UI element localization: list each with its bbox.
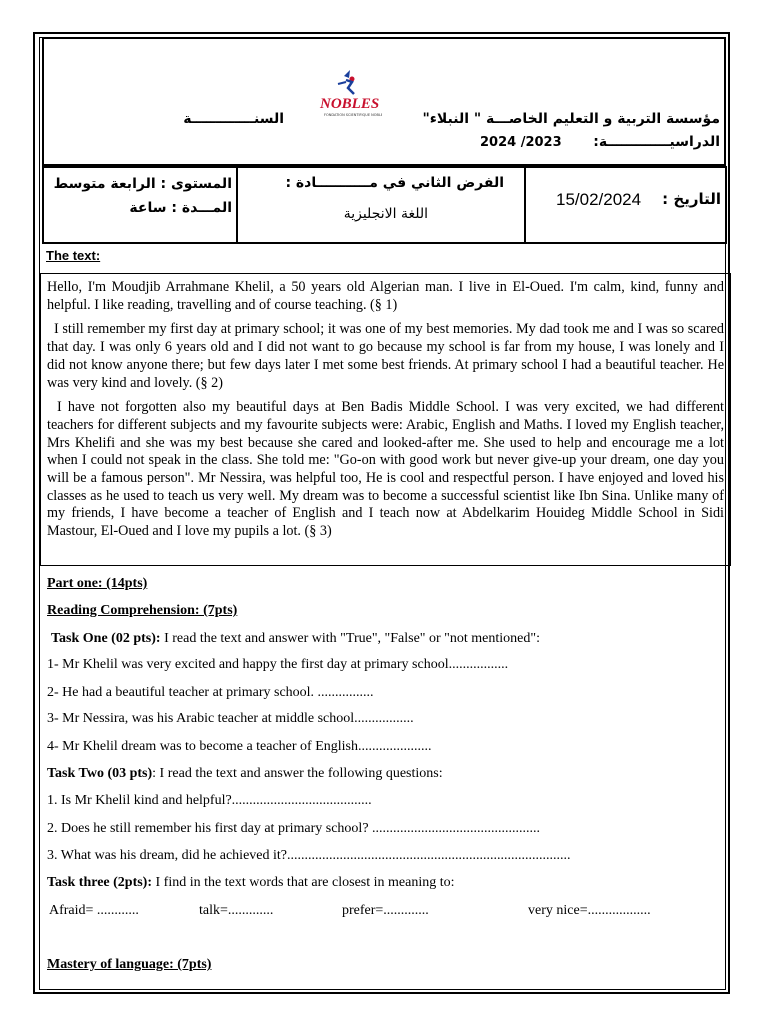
vocab-word-talk: talk=............. [199,903,274,918]
vocab-word-very-nice: very nice=.................. [528,903,651,918]
header-box [42,37,726,166]
level-cell [42,166,238,244]
level-text: المستوى : الرابعة متوسط [53,176,232,192]
task-two-item: 3. What was his dream, did he achieved it?................................................................................. [47,848,571,863]
task-one-line [51,631,540,647]
vocab-word-afraid: Afraid= ............ [49,903,139,918]
task-two-title: Task Two (03 pts) [47,766,153,781]
task-two-line [47,766,443,782]
subject-name: اللغة الانجليزية [343,206,428,222]
task-one-item: 4- Mr Khelil dream was to become a teacher of English..................... [47,739,432,754]
part-one-heading: Part one: (14pts) [47,576,148,591]
paragraph-1: Hello, I'm Moudjib Arrahmane Khelil, a 50 years old Algerian man. I live in El-Oued. I'm calm, kind, funny and helpful. I like reading, travelling and of course teaching. (§ 1) [47,279,724,313]
subject-cell [236,166,526,244]
year-value: 2024 /2023 [480,135,562,150]
reading-text-box [40,273,731,566]
institution-name: مؤسسة التربية و التعليم الخاصـــة " النبلاء" [422,111,720,127]
year-label: الدراسيـــــــــــــة: [593,134,720,150]
reading-comprehension-heading: Reading Comprehension: (7pts) [47,603,238,618]
logo-graphic [316,70,382,118]
task-two-item: 1. Is Mr Khelil kind and helpful?........................................ [47,793,372,808]
date-label: التاريخ : [662,190,721,208]
task-three-title: Task three (2pts): [47,875,153,890]
task-one-instruction: I read the text and answer with "True", "False" or "not mentioned": [160,631,540,646]
task-one-title: Task One (02 pts): [51,631,161,646]
vocab-word-prefer: prefer=............. [342,903,429,918]
task-two-item: 2. Does he still remember his first day at primary school? ................................................ [47,821,541,836]
task-two-instruction: : I read the text and answer the following questions: [152,766,443,781]
date-cell [524,166,727,244]
task-one-item: 3- Mr Nessira, was his Arabic teacher at middle school................. [47,711,414,726]
exam-label: الفرض الثاني في مـــــــــــادة : [285,175,504,191]
school-logo [316,70,382,118]
year-prefix: السنـــــــــــــة [183,111,284,127]
task-three-instruction: I find in the text words that are closest in meaning to: [152,875,455,890]
date-value: 15/02/2024 [556,190,642,209]
paragraph-2: I still remember my first day at primary school; it was one of my best memories. My dad took me and I was so scared that day. I was only 6 years old and I did not want to go because my school is far from my house, I was lonely and I did not know anyone there; but few days later I met some best friends. At primary school I had a beautiful teacher. He was very kind and lovely. (§ 2) [47,321,724,391]
paragraph-3: I have not forgotten also my beautiful days at Ben Badis Middle School. I was very excited, we had different teachers for different subjects and my favourite subjects were: Arabic, English and Maths. I loved my English teacher, Mrs Khelifi and she was my best because she cared and looked-after me. She used to help and encourage me a lot when I could not speak in the class. She told me: "Go-on with good work but never give-up your dream, one day you will be a famous person". Mr Nessira, was helpful too, He is cool and respectful person. I have enjoyed and loved his classes as he used to teach us very well. My dream was to become a successful scientist like Ibn Sina. Unlike many of my friends, I have become a teacher of English and I teach now at Abdelkarim Houideg Middle School in Sidi Mastour, El-Oued and I love my pupils a lot. (§ 3) [47,399,724,540]
logo-subtext: FONDATION SCIENTIFIQUE NOBLES [324,113,382,117]
logo-wordmark: NOBLES [320,96,380,112]
mastery-heading: Mastery of language: (7pts) [47,957,212,972]
task-one-item: 1- Mr Khelil was very excited and happy the first day at primary school................. [47,657,509,672]
task-three-line [47,875,455,891]
text-heading: The text: [46,248,101,263]
duration-text: المـــدة : ساعة [129,200,232,216]
task-one-item: 2- He had a beautiful teacher at primary school. ................ [47,685,374,700]
